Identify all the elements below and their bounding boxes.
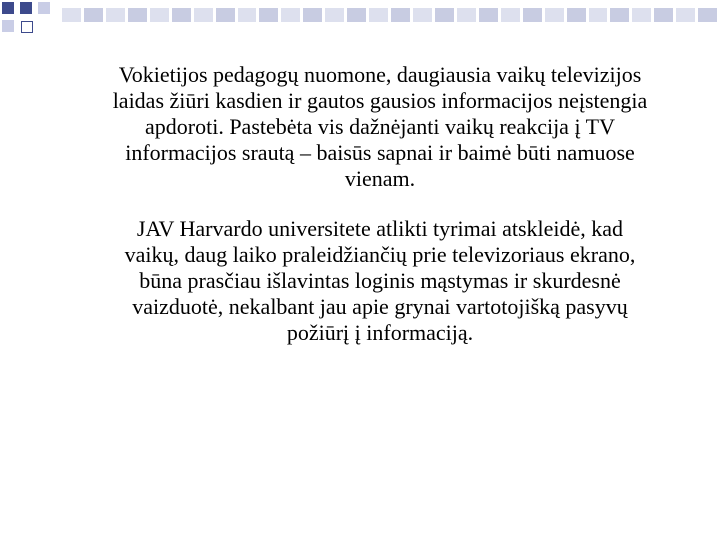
header-bar-segment — [479, 8, 498, 22]
header-bar-segment — [194, 8, 213, 22]
header-bar-segment — [435, 8, 454, 22]
header-bar-segment — [106, 8, 125, 22]
header-bar-segment — [523, 8, 542, 22]
header-bar-segment — [457, 8, 476, 22]
header-bar-segment — [303, 8, 322, 22]
decor-square — [21, 21, 33, 33]
header-bar-segment — [698, 8, 717, 22]
decor-square — [2, 20, 14, 32]
decor-square — [2, 2, 14, 14]
header-bar-segment — [128, 8, 147, 22]
header-bar-segment — [501, 8, 520, 22]
header-bar-segment — [610, 8, 629, 22]
header-bar-segment — [150, 8, 169, 22]
slide-body — [110, 62, 650, 370]
header-bar-segment — [413, 8, 432, 22]
header-bar-segment — [347, 8, 366, 22]
header-bar-segment — [259, 8, 278, 22]
header-bar-segment — [654, 8, 673, 22]
header-bar-segment — [172, 8, 191, 22]
decor-square — [38, 2, 50, 14]
paragraph-harvard-study: JAV Harvardo universitete atlikti tyrimai atskleidė, kad vaikų, daug laiko praleidžiančių prie televizoriaus ekrano, būna prasčiau išlavintas loginis mąstymas ir skurdesnė vaizduotė, nekalbant jau apie grynai vartotojišką pasyvų požiūrį į informaciją. — [124, 216, 636, 345]
header-bar-segment — [589, 8, 608, 22]
paragraph-german-teachers: Vokietijos pedagogų nuomone, daugiausia vaikų televizijos laidas žiūri kasdien ir gautos gausios informacijos neįstengia apdoroti. Pastebėta vis dažnėjanti vaikų reakcija į TV informacijos srautą – baisūs sapnai ir baimė būti namuose vienam. — [112, 62, 648, 191]
header-bar-segment — [62, 8, 81, 22]
slide-header-bar — [62, 8, 720, 22]
header-bar-segment — [238, 8, 257, 22]
header-bar-segment — [216, 8, 235, 22]
header-bar-segment — [325, 8, 344, 22]
header-bar-segment — [281, 8, 300, 22]
header-bar-segment — [676, 8, 695, 22]
header-bar-segment — [567, 8, 586, 22]
header-bar-segment — [84, 8, 103, 22]
header-bar-segment — [369, 8, 388, 22]
header-bar-segment — [545, 8, 564, 22]
decor-square — [20, 2, 32, 14]
header-bar-segment — [632, 8, 651, 22]
slide-corner-decoration — [0, 0, 60, 42]
header-bar-segment — [391, 8, 410, 22]
